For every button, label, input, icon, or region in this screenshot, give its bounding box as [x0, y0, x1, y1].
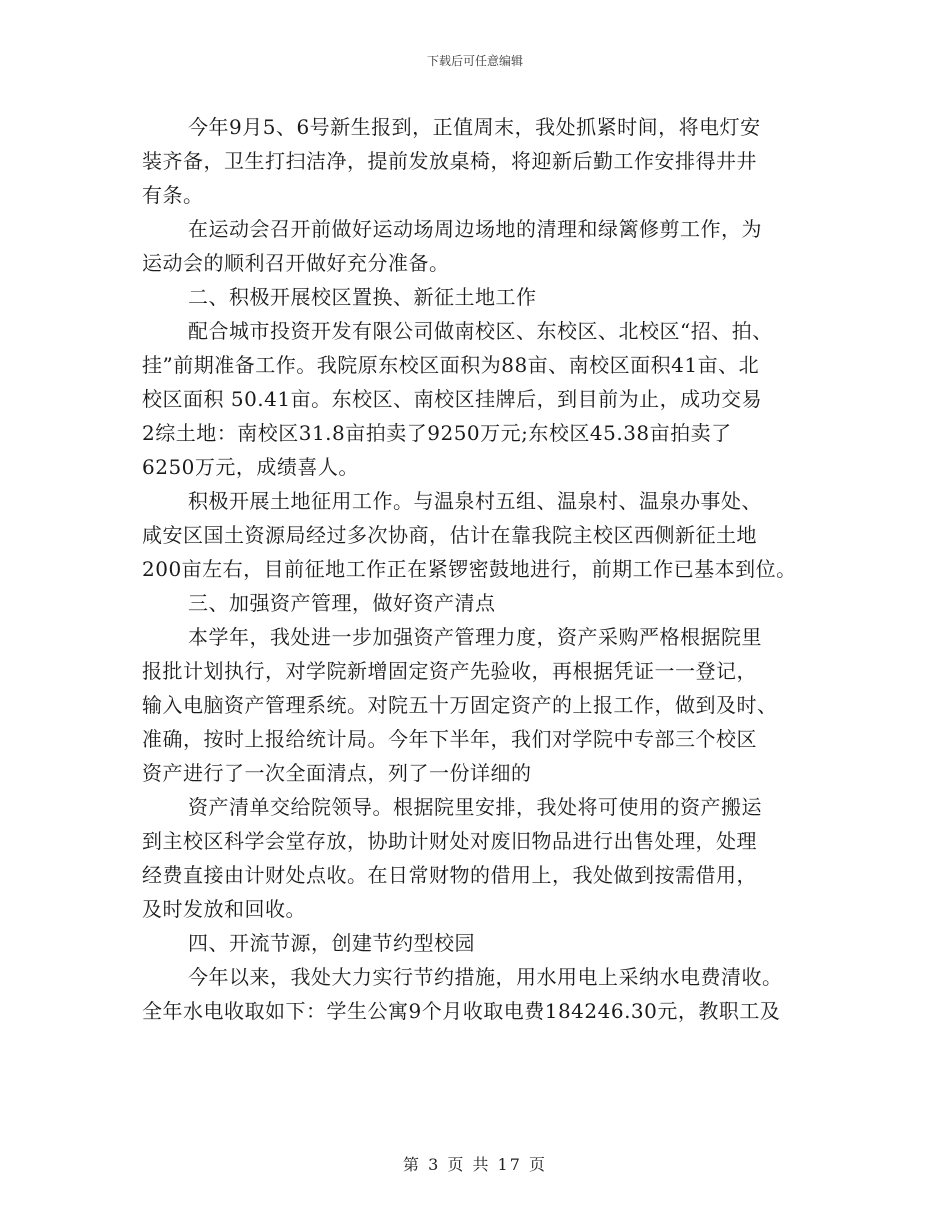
text-line: 三、加强资产管理，做好资产清点	[188, 591, 496, 615]
text-line: 今年以来，我处大力实行节约措施，用水用电上采纳水电费清收。	[188, 965, 783, 989]
text-line: 运动会的顺利召开做好充分准备。	[142, 251, 450, 275]
text-line: 挂”前期准备工作。我院原东校区面积为88亩、南校区面积41亩、北	[142, 353, 760, 377]
text-line: 到主校区科学会堂存放，协助计财处对废旧物品进行出售处理，处理	[142, 829, 757, 853]
text-line: 咸安区国土资源局经过多次协商，估计在靠我院主校区西侧新征土地	[142, 523, 757, 547]
text-line: 资产进行了一次全面清点，列了一份详细的	[142, 761, 532, 785]
text-line: 在运动会召开前做好运动场周边场地的清理和绿篱修剪工作，为	[188, 217, 762, 241]
text-line: 全年水电收取如下：学生公寓9个月收取电费184246.30元，教职工及	[142, 999, 781, 1023]
text-line: 2综土地：南校区31.8亩拍卖了9250万元;东校区45.38亩拍卖了	[142, 421, 732, 445]
text-line: 今年9月5、6号新生报到，正值周末，我处抓紧时间，将电灯安	[188, 115, 761, 139]
text-line: 二、积极开展校区置换、新征土地工作	[188, 285, 537, 309]
text-line: 本学年，我处进一步加强资产管理力度，资产采购严格根据院里	[188, 625, 762, 649]
text-line: 资产清单交给院领导。根据院里安排，我处将可使用的资产搬运	[188, 795, 762, 819]
page-footer: 第 3 页 共 17 页	[403, 1155, 547, 1174]
text-line: 6250万元，成绩喜人。	[142, 455, 359, 479]
text-line: 报批计划执行，对学院新增固定资产先验收，再根据凭证一一登记，	[142, 659, 757, 683]
text-line: 有条。	[142, 183, 204, 207]
text-line: 及时发放和回收。	[142, 897, 306, 921]
page-header: 下载后可任意编辑	[426, 54, 523, 68]
text-line: 四、开流节源，创建节约型校园	[188, 931, 475, 955]
text-line: 经费直接由计财处点收。在日常财物的借用上，我处做到按需借用，	[142, 863, 757, 887]
text-line: 装齐备，卫生打扫洁净，提前发放桌椅，将迎新后勤工作安排得井井	[142, 149, 757, 173]
text-line: 积极开展土地征用工作。与温泉村五组、温泉村、温泉办事处、	[188, 489, 762, 513]
text-line: 配合城市投资开发有限公司做南校区、东校区、北校区“招、拍、	[188, 319, 773, 343]
text-line: 校区面积 50.41亩。东校区、南校区挂牌后，到目前为止，成功交易	[142, 387, 763, 411]
text-line: 200亩左右，目前征地工作正在紧锣密鼓地进行，前期工作已基本到位。	[142, 557, 797, 581]
document-body	[142, 110, 832, 1028]
text-line: 输入电脑资产管理系统。对院五十万固定资产的上报工作，做到及时、	[142, 693, 778, 717]
text-line: 准确，按时上报给统计局。今年下半年，我们对学院中专部三个校区	[142, 727, 757, 751]
